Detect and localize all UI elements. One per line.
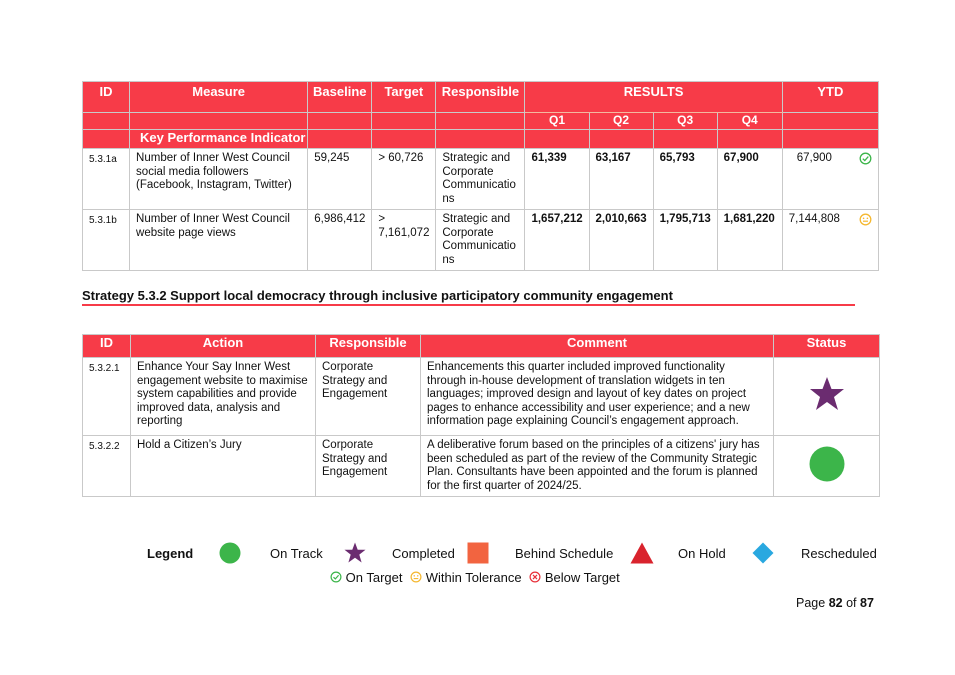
table-row bbox=[83, 358, 880, 436]
kpi-blank-4 bbox=[525, 130, 589, 149]
row-baseline: 59,245 bbox=[308, 149, 372, 210]
header-results: RESULTS bbox=[525, 82, 782, 113]
row-baseline: 6,986,412 bbox=[308, 210, 372, 271]
row-q3: 65,793 bbox=[653, 149, 717, 210]
header-responsible: Responsible bbox=[436, 82, 525, 113]
legend-on-track: On Track bbox=[270, 546, 323, 561]
row-responsible: Corporate Strategy and Engagement bbox=[316, 436, 421, 497]
kpi-blank-5 bbox=[589, 130, 653, 149]
page-current: 82 bbox=[828, 596, 843, 610]
legend-secondary bbox=[330, 570, 624, 585]
row-responsible: Corporate Strategy and Engagement bbox=[316, 358, 421, 436]
strategy-title: Strategy 5.3.2 Support local democracy through inclusive participatory community engagement bbox=[82, 288, 673, 303]
header-status: Status bbox=[774, 335, 880, 358]
row-comment: A deliberative forum based on the principles of a citizens' jury has been scheduled as part of the review of the Community Strategic Plan. Consultants have been appointed and the forum is planned for the first quarter of 2024/25. bbox=[421, 436, 774, 497]
row-action: Enhance Your Say Inner West engagement website to maximise system capabilities and provide improved data, analysis and reporting bbox=[131, 358, 316, 436]
header-baseline: Baseline bbox=[308, 82, 372, 113]
action-table bbox=[82, 334, 880, 497]
kpi-blank-1 bbox=[308, 130, 372, 149]
header-ytd-blank bbox=[782, 113, 878, 130]
row-ytd bbox=[782, 210, 878, 271]
row-status bbox=[774, 436, 880, 497]
behind-schedule-icon bbox=[467, 542, 489, 564]
on-target-icon bbox=[330, 571, 342, 583]
row-q2: 2,010,663 bbox=[589, 210, 653, 271]
row-q3: 1,795,713 bbox=[653, 210, 717, 271]
header-responsible-blank bbox=[436, 113, 525, 130]
row-comment: Enhancements this quarter included improved functionality through in-house development of translation widgets in ten languages; improved design and layout of key dates on project pages to enhance accessibility and user experience; and a new information page explaining Council’s engagement approach. bbox=[421, 358, 774, 436]
legend-title: Legend bbox=[147, 546, 194, 561]
kpi-blank-2 bbox=[372, 130, 436, 149]
row-responsible: Strategic and Corporate Communicatio ns bbox=[436, 149, 525, 210]
strategy-underline bbox=[82, 304, 855, 306]
kpi-table bbox=[82, 81, 879, 271]
legend bbox=[0, 540, 955, 570]
row-q4: 1,681,220 bbox=[717, 210, 782, 271]
legend-below-target: Below Target bbox=[544, 570, 620, 585]
rescheduled-icon bbox=[752, 542, 774, 564]
header-q4: Q4 bbox=[717, 113, 782, 130]
page-total: 87 bbox=[860, 596, 874, 610]
header-responsible: Responsible bbox=[316, 335, 421, 358]
row-q1: 61,339 bbox=[525, 149, 589, 210]
on-track-circle-icon bbox=[808, 445, 846, 483]
completed-star-icon bbox=[808, 376, 846, 412]
legend-completed: Completed bbox=[392, 546, 455, 561]
kpi-blank-6 bbox=[653, 130, 717, 149]
page-of: of bbox=[846, 596, 857, 610]
legend-within-tolerance: Within Tolerance bbox=[425, 570, 522, 585]
row-id: 5.3.1b bbox=[83, 210, 130, 271]
kpi-blank-8 bbox=[782, 130, 878, 149]
legend-behind-schedule: Behind Schedule bbox=[515, 546, 614, 561]
header-comment: Comment bbox=[421, 335, 774, 358]
within-tolerance-icon bbox=[410, 571, 422, 583]
row-id: 5.3.2.2 bbox=[83, 436, 131, 497]
header-id-blank bbox=[83, 113, 130, 130]
kpi-blank-3 bbox=[436, 130, 525, 149]
on-hold-icon bbox=[630, 542, 654, 564]
within-tolerance-icon bbox=[859, 213, 872, 226]
row-id: 5.3.1a bbox=[83, 149, 130, 210]
on-target-icon bbox=[859, 152, 872, 165]
header-q2: Q2 bbox=[589, 113, 653, 130]
header-ytd: YTD bbox=[782, 82, 878, 113]
row-ytd-value: 67,900 bbox=[796, 152, 832, 164]
table-row bbox=[83, 149, 879, 210]
row-action: Hold a Citizen’s Jury bbox=[131, 436, 316, 497]
row-target: > 60,726 bbox=[372, 149, 436, 210]
row-responsible: Strategic and Corporate Communicatio ns bbox=[436, 210, 525, 271]
table-row bbox=[83, 436, 880, 497]
row-q4: 67,900 bbox=[717, 149, 782, 210]
header-measure: Measure bbox=[130, 82, 308, 113]
page-number bbox=[796, 596, 874, 610]
row-target: > 7,161,072 bbox=[372, 210, 436, 271]
header-target: Target bbox=[372, 82, 436, 113]
kpi-label-blank bbox=[83, 130, 130, 149]
header-baseline-blank bbox=[308, 113, 372, 130]
row-measure: Number of Inner West Council social media followers (Facebook, Instagram, Twitter) bbox=[130, 149, 308, 210]
row-ytd bbox=[782, 149, 878, 210]
header-id: ID bbox=[83, 335, 131, 358]
legend-rescheduled: Rescheduled bbox=[801, 546, 877, 561]
header-id: ID bbox=[83, 82, 130, 113]
kpi-label: Key Performance Indicator bbox=[130, 130, 308, 149]
below-target-icon bbox=[529, 571, 541, 583]
row-ytd-value: 7,144,808 bbox=[788, 213, 840, 225]
header-measure-blank bbox=[130, 113, 308, 130]
row-q1: 1,657,212 bbox=[525, 210, 589, 271]
header-q1: Q1 bbox=[525, 113, 589, 130]
legend-on-hold: On Hold bbox=[678, 546, 726, 561]
completed-icon bbox=[344, 542, 366, 564]
row-status bbox=[774, 358, 880, 436]
on-track-icon bbox=[219, 542, 241, 564]
header-q3: Q3 bbox=[653, 113, 717, 130]
header-target-blank bbox=[372, 113, 436, 130]
row-id: 5.3.2.1 bbox=[83, 358, 131, 436]
kpi-blank-7 bbox=[717, 130, 782, 149]
page-label: Page bbox=[796, 596, 826, 610]
row-q2: 63,167 bbox=[589, 149, 653, 210]
legend-on-target: On Target bbox=[345, 570, 403, 585]
row-measure: Number of Inner West Council website page views bbox=[130, 210, 308, 271]
header-action: Action bbox=[131, 335, 316, 358]
table-row bbox=[83, 210, 879, 271]
